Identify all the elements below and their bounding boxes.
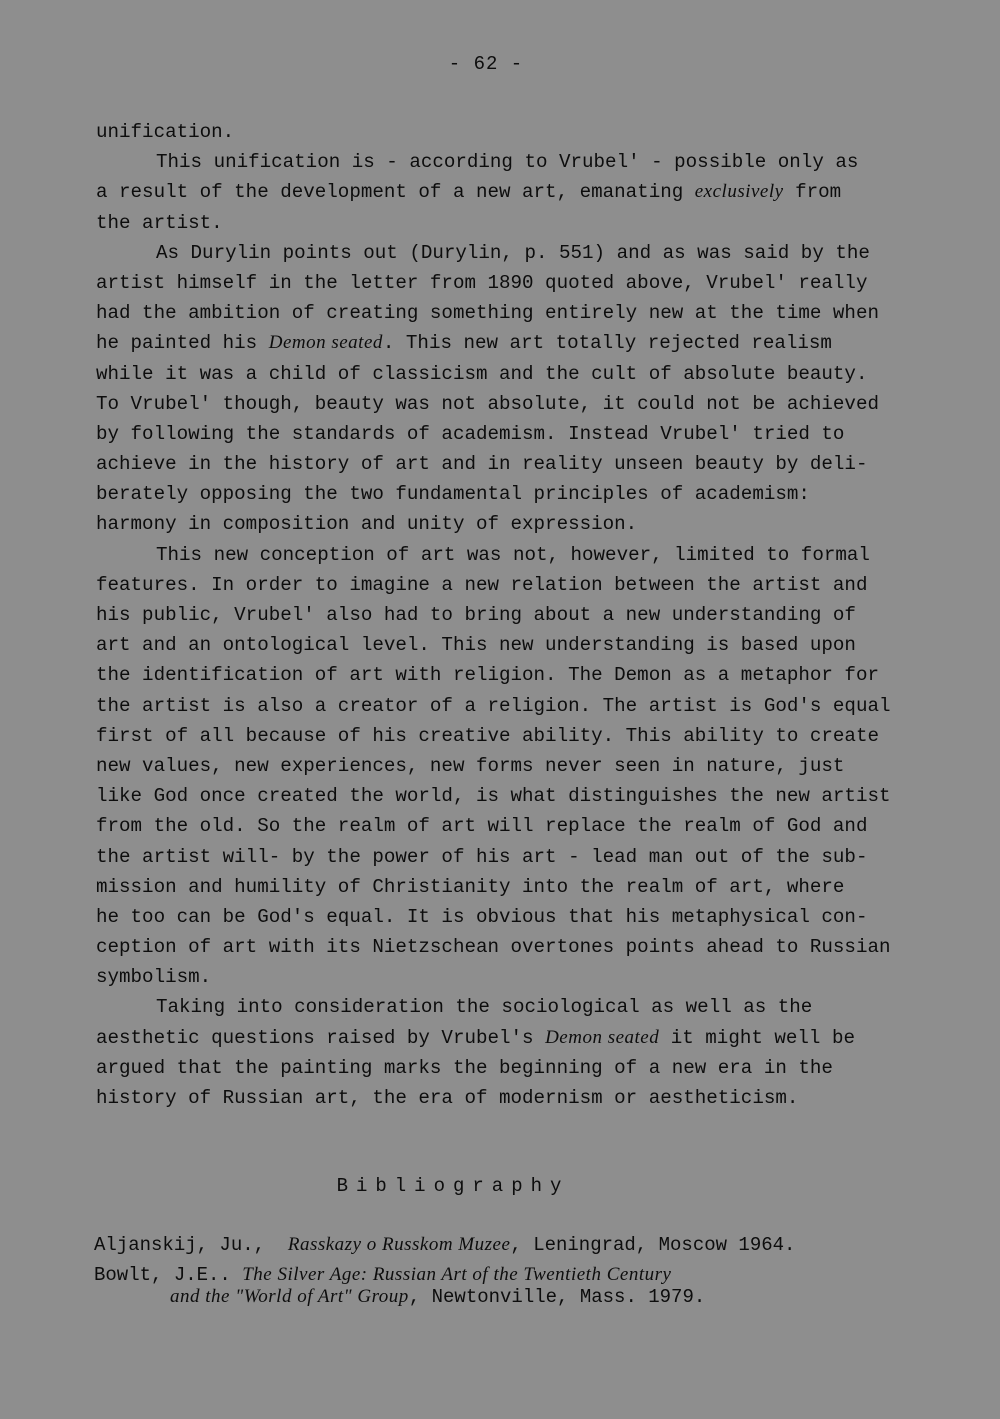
text-line — [96, 932, 936, 962]
text-run: To Vrubel' though, beauty was not absolute, it could not be achieved — [96, 392, 879, 415]
bibliography-heading: Bibliography — [336, 1175, 570, 1197]
text-run: Taking into consideration the sociological as well as the — [156, 996, 813, 1019]
text-line — [96, 268, 936, 298]
text-line — [96, 540, 936, 570]
text-run: features. In order to imagine a new relation between the artist and — [96, 573, 868, 596]
text-line — [96, 751, 936, 781]
bibliography-line — [94, 1234, 954, 1256]
text-line — [96, 570, 936, 600]
text-run: This new conception of art was not, however, limited to formal — [156, 543, 870, 566]
text-line — [96, 117, 936, 147]
text-run: from the old. So the realm of art will replace the realm of God and — [96, 815, 868, 838]
text-line — [96, 842, 936, 872]
text-line — [96, 359, 936, 389]
text-run: symbolism. — [96, 966, 212, 989]
text-line — [96, 208, 936, 238]
text-line — [96, 962, 936, 992]
text-line — [96, 781, 936, 811]
text-run: Aljanskij, Ju., — [94, 1234, 288, 1256]
text-line — [96, 419, 936, 449]
text-line — [96, 872, 936, 902]
text-run: As Durylin points out (Durylin, p. 551) and as was said by the — [156, 241, 870, 264]
bibliography-entry — [94, 1264, 954, 1308]
text-line — [96, 630, 936, 660]
text-run: harmony in composition and unity of expression. — [96, 513, 638, 536]
text-line — [96, 298, 936, 328]
text-line — [96, 1053, 936, 1083]
italic-title: Demon seated — [545, 1026, 660, 1048]
text-run: art and an ontological level. This new understanding is based upon — [96, 634, 856, 657]
bibliography-entry — [94, 1234, 954, 1256]
italic-title: and the "World of Art" Group — [170, 1286, 409, 1307]
text-run: argued that the painting marks the beginning of a new era in the — [96, 1056, 833, 1079]
bibliography-line — [94, 1286, 954, 1308]
text-line — [96, 691, 936, 721]
text-run: while it was a child of classicism and the cult of absolute beauty. — [96, 362, 868, 385]
body-text — [96, 117, 936, 1113]
text-run: by following the standards of academism. Instead Vrubel' tried to — [96, 422, 845, 445]
text-run: from — [783, 181, 842, 204]
text-line — [96, 238, 936, 268]
text-line — [96, 389, 936, 419]
text-run: aesthetic questions raised by Vrubel's — [96, 1026, 546, 1049]
italic-title: exclusively — [694, 181, 784, 203]
text-run: , Leningrad, Moscow 1964. — [510, 1234, 796, 1256]
text-run: achieve in the history of art and in reality unseen beauty by deli- — [96, 453, 868, 476]
text-line — [96, 992, 936, 1022]
bibliography-line — [94, 1264, 954, 1286]
text-run: a result of the development of a new art, emanating — [96, 181, 695, 204]
text-run: Bowlt, J.E.. — [94, 1264, 243, 1286]
text-run: new values, new experiences, new forms never seen in nature, just — [96, 754, 845, 777]
italic-title: Rasskazy o Russkom Muzee — [287, 1234, 511, 1255]
text-run: history of Russian art, the era of modernism or aestheticism. — [96, 1087, 799, 1109]
text-run: the identification of art with religion. The Demon as a metaphor for — [96, 664, 879, 687]
italic-title: The Silver Age: Russian Art of the Twentieth Century — [242, 1264, 672, 1285]
text-run: had the ambition of creating something entirely new at the time when — [96, 302, 879, 325]
text-line — [96, 1083, 936, 1113]
text-run: like God once created the world, is what distinguishes the new artist — [96, 785, 891, 808]
text-line — [96, 147, 936, 177]
text-line — [96, 660, 936, 690]
text-line — [96, 328, 936, 358]
text-run: he painted his — [96, 332, 269, 355]
text-run: his public, Vrubel' also had to bring about a new understanding of — [96, 604, 856, 626]
text-run: the artist will- by the power of his art - lead man out of the sub- — [96, 845, 868, 868]
italic-title: Demon seated — [268, 332, 383, 354]
text-run: he too can be God's equal. It is obvious that his metaphysical con- — [96, 905, 868, 928]
text-run: , Newtonville, Mass. 1979. — [408, 1286, 706, 1308]
text-line — [96, 721, 936, 751]
text-line — [96, 449, 936, 479]
text-run: the artist. — [96, 211, 223, 234]
text-line — [96, 509, 936, 539]
text-run: the artist is also a creator of a religion. The artist is God's equal — [96, 694, 891, 717]
text-run: . This new art totally rejected realism — [382, 332, 832, 355]
text-line — [96, 1023, 936, 1053]
text-line — [96, 600, 936, 630]
text-run: first of all because of his creative ability. This ability to create — [96, 724, 879, 747]
bibliography-list — [94, 1234, 954, 1316]
text-run: ception of art with its Nietzschean overtones points ahead to Russian — [96, 936, 891, 959]
text-run: it might well be — [659, 1026, 855, 1049]
page-number: - 62 - — [448, 53, 524, 75]
text-run: berately opposing the two fundamental principles of academism: — [96, 483, 810, 506]
text-run: artist himself in the letter from 1890 quoted above, Vrubel' really — [96, 271, 868, 294]
text-line — [96, 177, 936, 207]
text-line — [96, 902, 936, 932]
text-line — [96, 811, 936, 841]
text-run: mission and humility of Christianity into the realm of art, where — [96, 875, 845, 898]
text-run: unification. — [96, 121, 235, 143]
text-run: This unification is - according to Vrubel' - possible only as — [156, 151, 859, 174]
text-line — [96, 479, 936, 509]
